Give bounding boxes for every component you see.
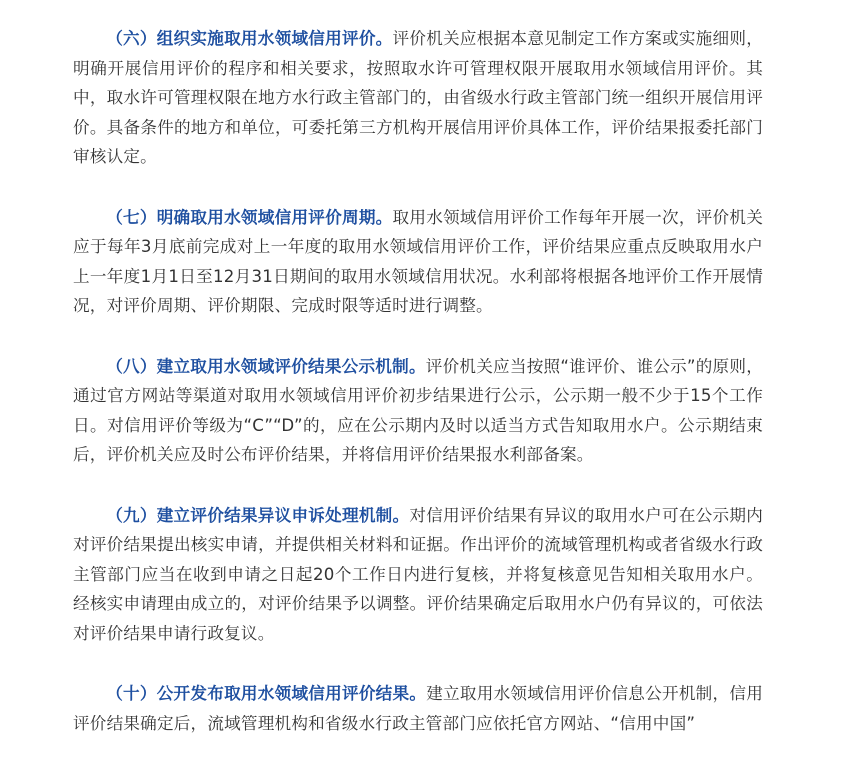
- paragraph-7: [73, 203, 763, 321]
- paragraph-9: [73, 501, 763, 649]
- paragraph-6: [73, 24, 763, 172]
- paragraph-text: 评价机关应根据本意见制定工作方案或实施细则，明确开展信用评价的程序和相关要求，按照取水许可管理权限开展取用水领域信用评价。其中，取水许可管理权限在地方水行政主管部门的，由省级水行政主管部门统一组织开展信用评价。具备条件的地方和单位，可委托第三方机构开展信用评价具体工作，评价结果报委托部门审核认定。: [73, 29, 763, 166]
- paragraph-text: 评价机关应当按照“谁评价、谁公示”的原则，通过官方网站等渠道对取用水领域信用评价初步结果进行公示，公示期一般不少于15个工作日。对信用评价等级为“C”“D”的，应在公示期内及时以适当方式告知取用水户。公示期结束后，评价机关应及时公布评价结果，并将信用评价结果报水利部备案。: [73, 356, 763, 464]
- paragraph-heading: （六）组织实施取用水领域信用评价。: [106, 29, 393, 48]
- paragraph-heading: （十）公开发布取用水领域信用评价结果。: [106, 684, 427, 703]
- paragraph-heading: （七）明确取用水领域信用评价周期。: [106, 207, 393, 227]
- paragraph-8: [73, 352, 763, 470]
- paragraph-text: 建立取用水领域信用评价信息公开机制，信用评价结果确定后，流域管理机构和省级水行政主管部门应依托官方网站、“信用中国”: [73, 684, 763, 733]
- paragraph-text: 取用水领域信用评价工作每年开展一次，评价机关应于每年3月底前完成对上一年度的取用水领域信用评价工作，评价结果应重点反映取用水户上一年度1月1日至12月31日期间的取用水领域信用状况。水利部将根据各地评价工作开展情况，对评价周期、评价期限、完成时限等适时进行调整。: [73, 207, 763, 315]
- article-body: [73, 24, 763, 769]
- paragraph-text: 对信用评价结果有异议的取用水户可在公示期内对评价结果提出核实申请，并提供相关材料和证据。作出评价的流域管理机构或者省级水行政主管部门应当在收到申请之日起20个工作日内进行复核，并将复核意见告知相关取用水户。经核实申请理由成立的，对评价结果予以调整。评价结果确定后取用水户仍有异议的，可依法对评价结果申请行政复议。: [73, 505, 763, 643]
- paragraph-heading: （九）建立评价结果异议申诉处理机制。: [106, 505, 410, 525]
- paragraph-heading: （八）建立取用水领域评价结果公示机制。: [106, 356, 426, 376]
- paragraph-10: [73, 679, 763, 738]
